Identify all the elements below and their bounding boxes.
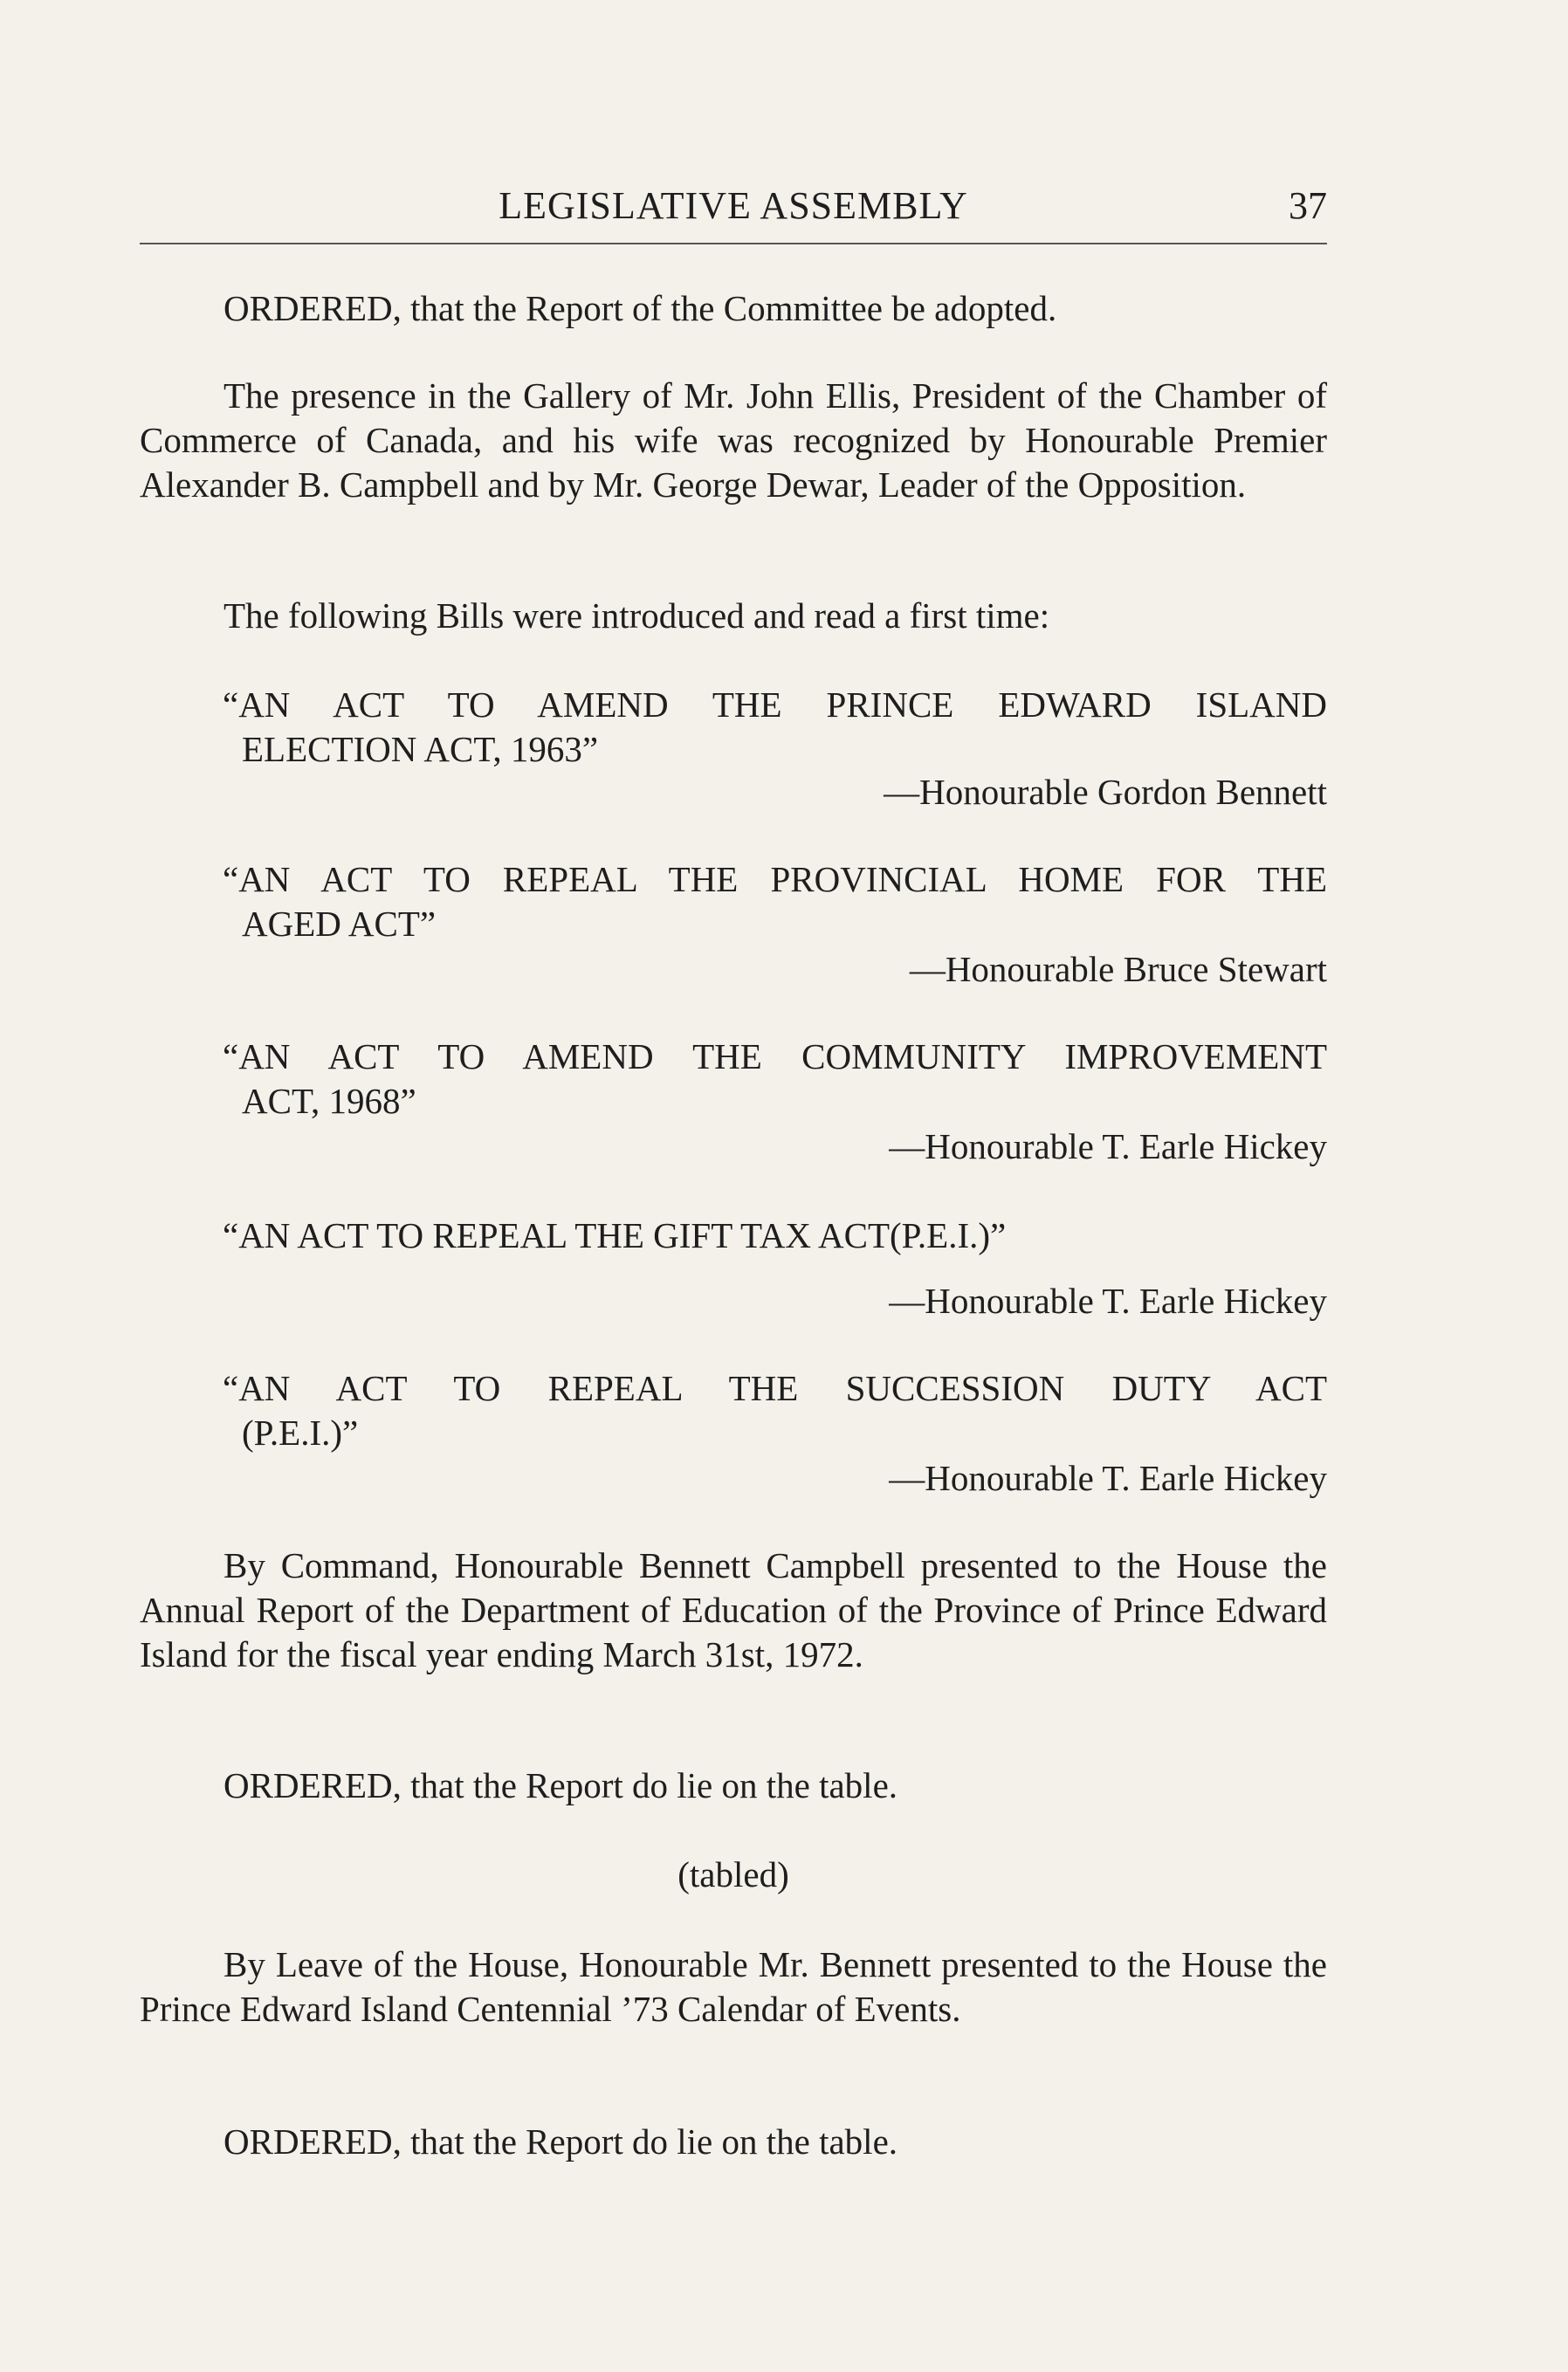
bill-title-line: (P.E.I.)” <box>242 1413 359 1453</box>
tabled-note: (tabled) <box>677 1854 789 1894</box>
bill-title-line: “AN ACT TO AMEND THE COMMUNITY IMPROVEMENT <box>223 1036 1327 1076</box>
header-rule <box>140 243 1327 244</box>
paragraph-ordered-committee: ORDERED, that the Report of the Committee be adopted. <box>224 288 1057 328</box>
bill-title-line: ELECTION ACT, 1963” <box>242 729 599 769</box>
bill-title-line: AGED ACT” <box>242 904 437 944</box>
bill-title <box>223 683 1327 772</box>
bill-sponsor: —Honourable Bruce Stewart <box>909 949 1327 989</box>
bill-sponsor: —Honourable T. Earle Hickey <box>889 1126 1327 1166</box>
paragraph-by-leave: By Leave of the House, Honourable Mr. Bennett presented to the House the Prince Edward Island Centennial ’73 Calendar of Events. <box>140 1944 1327 2029</box>
bill-sponsor: —Honourable T. Earle Hickey <box>889 1458 1327 1498</box>
bill-title <box>223 1366 1327 1455</box>
paragraph-by-command: By Command, Honourable Bennett Campbell presented to the House the Annual Report of the Department of Education of the Province of Prince Edward Island for the fiscal year ending March 31st, 1972. <box>140 1545 1327 1674</box>
bill-title-line: ACT, 1968” <box>242 1081 416 1121</box>
bill-title-line: “AN ACT TO REPEAL THE PROVINCIAL HOME FOR THE <box>223 859 1327 899</box>
paragraph-bills-intro: The following Bills were introduced and read a first time: <box>224 595 1050 636</box>
bill-sponsor: —Honourable Gordon Bennett <box>884 772 1327 812</box>
bill-title: “AN ACT TO REPEAL THE GIFT TAX ACT(P.E.I.)” <box>223 1215 1007 1255</box>
bill-title-line: “AN ACT TO AMEND THE PRINCE EDWARD ISLAND <box>223 684 1327 725</box>
paragraph-gallery: The presence in the Gallery of Mr. John Ellis, President of the Chamber of Commerce of Canada, and his wife was recognized by Honourable Premier Alexander B. Campbell and by Mr. George Dewar, Leader of the Opposition. <box>140 375 1327 505</box>
bill-title-line: “AN ACT TO REPEAL THE SUCCESSION DUTY ACT <box>223 1368 1327 1408</box>
bill-sponsor: —Honourable T. Earle Hickey <box>889 1281 1327 1321</box>
running-header <box>140 183 1327 236</box>
page-number: 37 <box>1289 184 1327 227</box>
bill-title <box>223 857 1327 946</box>
bill-title <box>223 1035 1327 1124</box>
paragraph-ordered-table: ORDERED, that the Report do lie on the table. <box>224 2121 898 2162</box>
header-title: LEGISLATIVE ASSEMBLY <box>499 184 968 227</box>
paragraph-ordered-table: ORDERED, that the Report do lie on the table. <box>224 1765 898 1805</box>
